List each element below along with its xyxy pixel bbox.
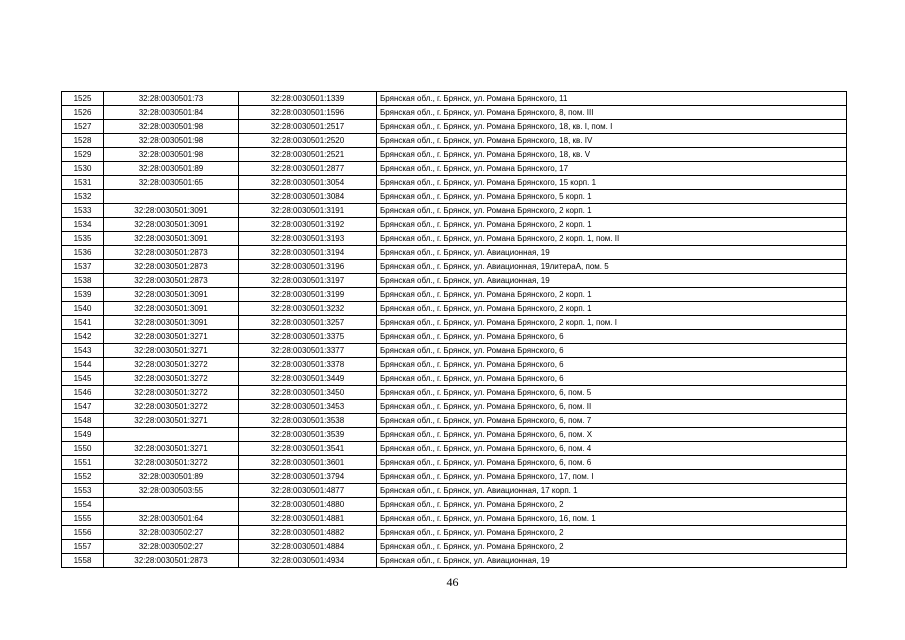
address-cell: Брянская обл., г. Брянск, ул. Романа Брянского, 6, пом. X — [377, 428, 847, 442]
cadastral-number-cell: 32:28:0030501:3450 — [239, 386, 377, 400]
cadastral-number-cell: 32:28:0030501:3232 — [239, 302, 377, 316]
table-row — [62, 106, 847, 120]
table-row — [62, 414, 847, 428]
parent-cadastral-number-cell: 32:28:0030501:64 — [104, 512, 239, 526]
row-number-cell: 1544 — [62, 358, 104, 372]
parent-cadastral-number-cell: 32:28:0030501:84 — [104, 106, 239, 120]
address-cell: Брянская обл., г. Брянск, ул. Романа Брянского, 18, кв. I, пом. I — [377, 120, 847, 134]
table-row — [62, 120, 847, 134]
address-cell: Брянская обл., г. Брянск, ул. Романа Брянского, 2 — [377, 526, 847, 540]
address-cell: Брянская обл., г. Брянск, ул. Романа Брянского, 18, кв. IV — [377, 134, 847, 148]
cadastral-number-cell: 32:28:0030501:3084 — [239, 190, 377, 204]
parent-cadastral-number-cell: 32:28:0030501:98 — [104, 148, 239, 162]
address-cell: Брянская обл., г. Брянск, ул. Романа Брянского, 11 — [377, 92, 847, 106]
address-cell: Брянская обл., г. Брянск, ул. Романа Брянского, 6 — [377, 372, 847, 386]
row-number-cell: 1547 — [62, 400, 104, 414]
cadastral-number-cell: 32:28:0030501:3539 — [239, 428, 377, 442]
table-row — [62, 526, 847, 540]
parent-cadastral-number-cell — [104, 428, 239, 442]
cadastral-number-cell: 32:28:0030501:4880 — [239, 498, 377, 512]
cadastral-number-cell: 32:28:0030501:3199 — [239, 288, 377, 302]
cadastral-number-cell: 32:28:0030501:3538 — [239, 414, 377, 428]
register-table — [61, 91, 847, 568]
address-cell: Брянская обл., г. Брянск, ул. Романа Брянского, 6, пом. 4 — [377, 442, 847, 456]
table-row — [62, 246, 847, 260]
row-number-cell: 1557 — [62, 540, 104, 554]
parent-cadastral-number-cell: 32:28:0030501:3091 — [104, 204, 239, 218]
table-row — [62, 204, 847, 218]
address-cell: Брянская обл., г. Брянск, ул. Романа Брянского, 8, пом. III — [377, 106, 847, 120]
cadastral-number-cell: 32:28:0030501:1596 — [239, 106, 377, 120]
parent-cadastral-number-cell: 32:28:0030501:98 — [104, 134, 239, 148]
table-row — [62, 190, 847, 204]
address-cell: Брянская обл., г. Брянск, ул. Авиационная, 19 — [377, 274, 847, 288]
row-number-cell: 1552 — [62, 470, 104, 484]
table-row — [62, 372, 847, 386]
table-row — [62, 540, 847, 554]
table-row — [62, 358, 847, 372]
parent-cadastral-number-cell: 32:28:0030501:2873 — [104, 554, 239, 568]
table-row — [62, 134, 847, 148]
parent-cadastral-number-cell: 32:28:0030502:27 — [104, 540, 239, 554]
row-number-cell: 1548 — [62, 414, 104, 428]
cadastral-number-cell: 32:28:0030501:4881 — [239, 512, 377, 526]
table-row — [62, 330, 847, 344]
row-number-cell: 1542 — [62, 330, 104, 344]
address-cell: Брянская обл., г. Брянск, ул. Романа Брянского, 6 — [377, 330, 847, 344]
address-cell: Брянская обл., г. Брянск, ул. Авиационная, 19 — [377, 554, 847, 568]
parent-cadastral-number-cell: 32:28:0030501:3091 — [104, 232, 239, 246]
parent-cadastral-number-cell: 32:28:0030501:98 — [104, 120, 239, 134]
parent-cadastral-number-cell: 32:28:0030501:3271 — [104, 414, 239, 428]
cadastral-number-cell: 32:28:0030501:3601 — [239, 456, 377, 470]
cadastral-number-cell: 32:28:0030501:3257 — [239, 316, 377, 330]
table-row — [62, 512, 847, 526]
row-number-cell: 1550 — [62, 442, 104, 456]
address-cell: Брянская обл., г. Брянск, ул. Романа Брянского, 2 — [377, 498, 847, 512]
cadastral-number-cell: 32:28:0030501:3194 — [239, 246, 377, 260]
table-row — [62, 260, 847, 274]
row-number-cell: 1527 — [62, 120, 104, 134]
row-number-cell: 1539 — [62, 288, 104, 302]
parent-cadastral-number-cell: 32:28:0030501:3272 — [104, 372, 239, 386]
row-number-cell: 1530 — [62, 162, 104, 176]
table-row — [62, 232, 847, 246]
parent-cadastral-number-cell: 32:28:0030502:27 — [104, 526, 239, 540]
table-row — [62, 400, 847, 414]
address-cell: Брянская обл., г. Брянск, ул. Романа Брянского, 6, пом. 7 — [377, 414, 847, 428]
row-number-cell: 1543 — [62, 344, 104, 358]
row-number-cell: 1531 — [62, 176, 104, 190]
cadastral-number-cell: 32:28:0030501:2520 — [239, 134, 377, 148]
address-cell: Брянская обл., г. Брянск, ул. Романа Брянского, 15 корп. 1 — [377, 176, 847, 190]
cadastral-number-cell: 32:28:0030501:3377 — [239, 344, 377, 358]
cadastral-number-cell: 32:28:0030501:2877 — [239, 162, 377, 176]
address-cell: Брянская обл., г. Брянск, ул. Романа Брянского, 6, пом. II — [377, 400, 847, 414]
table-row — [62, 442, 847, 456]
row-number-cell: 1546 — [62, 386, 104, 400]
parent-cadastral-number-cell: 32:28:0030501:3271 — [104, 330, 239, 344]
register-table-body — [62, 92, 847, 568]
parent-cadastral-number-cell: 32:28:0030501:3272 — [104, 386, 239, 400]
row-number-cell: 1549 — [62, 428, 104, 442]
address-cell: Брянская обл., г. Брянск, ул. Романа Брянского, 2 — [377, 540, 847, 554]
cadastral-number-cell: 32:28:0030501:3192 — [239, 218, 377, 232]
table-row — [62, 92, 847, 106]
table-row — [62, 274, 847, 288]
table-row — [62, 302, 847, 316]
parent-cadastral-number-cell: 32:28:0030501:3091 — [104, 316, 239, 330]
table-row — [62, 344, 847, 358]
row-number-cell: 1528 — [62, 134, 104, 148]
row-number-cell: 1558 — [62, 554, 104, 568]
row-number-cell: 1536 — [62, 246, 104, 260]
cadastral-number-cell: 32:28:0030501:3453 — [239, 400, 377, 414]
table-row — [62, 176, 847, 190]
cadastral-number-cell: 32:28:0030501:2521 — [239, 148, 377, 162]
parent-cadastral-number-cell: 32:28:0030503:55 — [104, 484, 239, 498]
row-number-cell: 1553 — [62, 484, 104, 498]
parent-cadastral-number-cell: 32:28:0030501:73 — [104, 92, 239, 106]
table-row — [62, 148, 847, 162]
address-cell: Брянская обл., г. Брянск, ул. Романа Брянского, 2 корп. 1, пом. I — [377, 316, 847, 330]
address-cell: Брянская обл., г. Брянск, ул. Романа Брянского, 2 корп. 1 — [377, 204, 847, 218]
page-number: 46 — [446, 575, 459, 589]
cadastral-number-cell: 32:28:0030501:4934 — [239, 554, 377, 568]
row-number-cell: 1526 — [62, 106, 104, 120]
parent-cadastral-number-cell — [104, 498, 239, 512]
row-number-cell: 1535 — [62, 232, 104, 246]
row-number-cell: 1533 — [62, 204, 104, 218]
parent-cadastral-number-cell: 32:28:0030501:3272 — [104, 358, 239, 372]
table-row — [62, 162, 847, 176]
row-number-cell: 1554 — [62, 498, 104, 512]
parent-cadastral-number-cell: 32:28:0030501:89 — [104, 470, 239, 484]
table-row — [62, 554, 847, 568]
parent-cadastral-number-cell: 32:28:0030501:89 — [104, 162, 239, 176]
cadastral-number-cell: 32:28:0030501:3794 — [239, 470, 377, 484]
table-row — [62, 288, 847, 302]
address-cell: Брянская обл., г. Брянск, ул. Романа Брянского, 2 корп. 1 — [377, 218, 847, 232]
row-number-cell: 1534 — [62, 218, 104, 232]
cadastral-number-cell: 32:28:0030501:3197 — [239, 274, 377, 288]
address-cell: Брянская обл., г. Брянск, ул. Романа Брянского, 2 корп. 1 — [377, 302, 847, 316]
address-cell: Брянская обл., г. Брянск, ул. Романа Брянского, 6 — [377, 358, 847, 372]
parent-cadastral-number-cell — [104, 190, 239, 204]
row-number-cell: 1556 — [62, 526, 104, 540]
parent-cadastral-number-cell: 32:28:0030501:3271 — [104, 442, 239, 456]
cadastral-number-cell: 32:28:0030501:4884 — [239, 540, 377, 554]
table-row — [62, 428, 847, 442]
row-number-cell: 1532 — [62, 190, 104, 204]
cadastral-number-cell: 32:28:0030501:2517 — [239, 120, 377, 134]
parent-cadastral-number-cell: 32:28:0030501:3091 — [104, 218, 239, 232]
row-number-cell: 1529 — [62, 148, 104, 162]
cadastral-number-cell: 32:28:0030501:3054 — [239, 176, 377, 190]
cadastral-number-cell: 32:28:0030501:3191 — [239, 204, 377, 218]
address-cell: Брянская обл., г. Брянск, ул. Романа Брянского, 16, пом. 1 — [377, 512, 847, 526]
row-number-cell: 1537 — [62, 260, 104, 274]
table-row — [62, 456, 847, 470]
address-cell: Брянская обл., г. Брянск, ул. Романа Брянского, 2 корп. 1, пом. II — [377, 232, 847, 246]
row-number-cell: 1551 — [62, 456, 104, 470]
table-row — [62, 484, 847, 498]
parent-cadastral-number-cell: 32:28:0030501:2873 — [104, 274, 239, 288]
parent-cadastral-number-cell: 32:28:0030501:3271 — [104, 344, 239, 358]
cadastral-number-cell: 32:28:0030501:3375 — [239, 330, 377, 344]
address-cell: Брянская обл., г. Брянск, ул. Авиационная, 17 корп. 1 — [377, 484, 847, 498]
address-cell: Брянская обл., г. Брянск, ул. Романа Брянского, 5 корп. 1 — [377, 190, 847, 204]
address-cell: Брянская обл., г. Брянск, ул. Романа Брянского, 17 — [377, 162, 847, 176]
table-row — [62, 316, 847, 330]
row-number-cell: 1545 — [62, 372, 104, 386]
address-cell: Брянская обл., г. Брянск, ул. Романа Брянского, 6, пом. 5 — [377, 386, 847, 400]
address-cell: Брянская обл., г. Брянск, ул. Авиационная, 19 — [377, 246, 847, 260]
cadastral-number-cell: 32:28:0030501:4882 — [239, 526, 377, 540]
row-number-cell: 1525 — [62, 92, 104, 106]
cadastral-number-cell: 32:28:0030501:3378 — [239, 358, 377, 372]
cadastral-number-cell: 32:28:0030501:3541 — [239, 442, 377, 456]
address-cell: Брянская обл., г. Брянск, ул. Романа Брянского, 6, пом. 6 — [377, 456, 847, 470]
address-cell: Брянская обл., г. Брянск, ул. Романа Брянского, 17, пом. I — [377, 470, 847, 484]
address-cell: Брянская обл., г. Брянск, ул. Романа Брянского, 2 корп. 1 — [377, 288, 847, 302]
parent-cadastral-number-cell: 32:28:0030501:3091 — [104, 288, 239, 302]
row-number-cell: 1541 — [62, 316, 104, 330]
row-number-cell: 1538 — [62, 274, 104, 288]
table-row — [62, 218, 847, 232]
parent-cadastral-number-cell: 32:28:0030501:2873 — [104, 246, 239, 260]
cadastral-number-cell: 32:28:0030501:3193 — [239, 232, 377, 246]
parent-cadastral-number-cell: 32:28:0030501:2873 — [104, 260, 239, 274]
row-number-cell: 1555 — [62, 512, 104, 526]
cadastral-number-cell: 32:28:0030501:3449 — [239, 372, 377, 386]
parent-cadastral-number-cell: 32:28:0030501:3272 — [104, 400, 239, 414]
row-number-cell: 1540 — [62, 302, 104, 316]
parent-cadastral-number-cell: 32:28:0030501:3091 — [104, 302, 239, 316]
parent-cadastral-number-cell: 32:28:0030501:3272 — [104, 456, 239, 470]
cadastral-number-cell: 32:28:0030501:1339 — [239, 92, 377, 106]
address-cell: Брянская обл., г. Брянск, ул. Авиационная, 19литераА, пом. 5 — [377, 260, 847, 274]
table-row — [62, 470, 847, 484]
cadastral-number-cell: 32:28:0030501:3196 — [239, 260, 377, 274]
address-cell: Брянская обл., г. Брянск, ул. Романа Брянского, 6 — [377, 344, 847, 358]
table-row — [62, 498, 847, 512]
cadastral-number-cell: 32:28:0030501:4877 — [239, 484, 377, 498]
parent-cadastral-number-cell: 32:28:0030501:65 — [104, 176, 239, 190]
address-cell: Брянская обл., г. Брянск, ул. Романа Брянского, 18, кв. V — [377, 148, 847, 162]
table-row — [62, 386, 847, 400]
